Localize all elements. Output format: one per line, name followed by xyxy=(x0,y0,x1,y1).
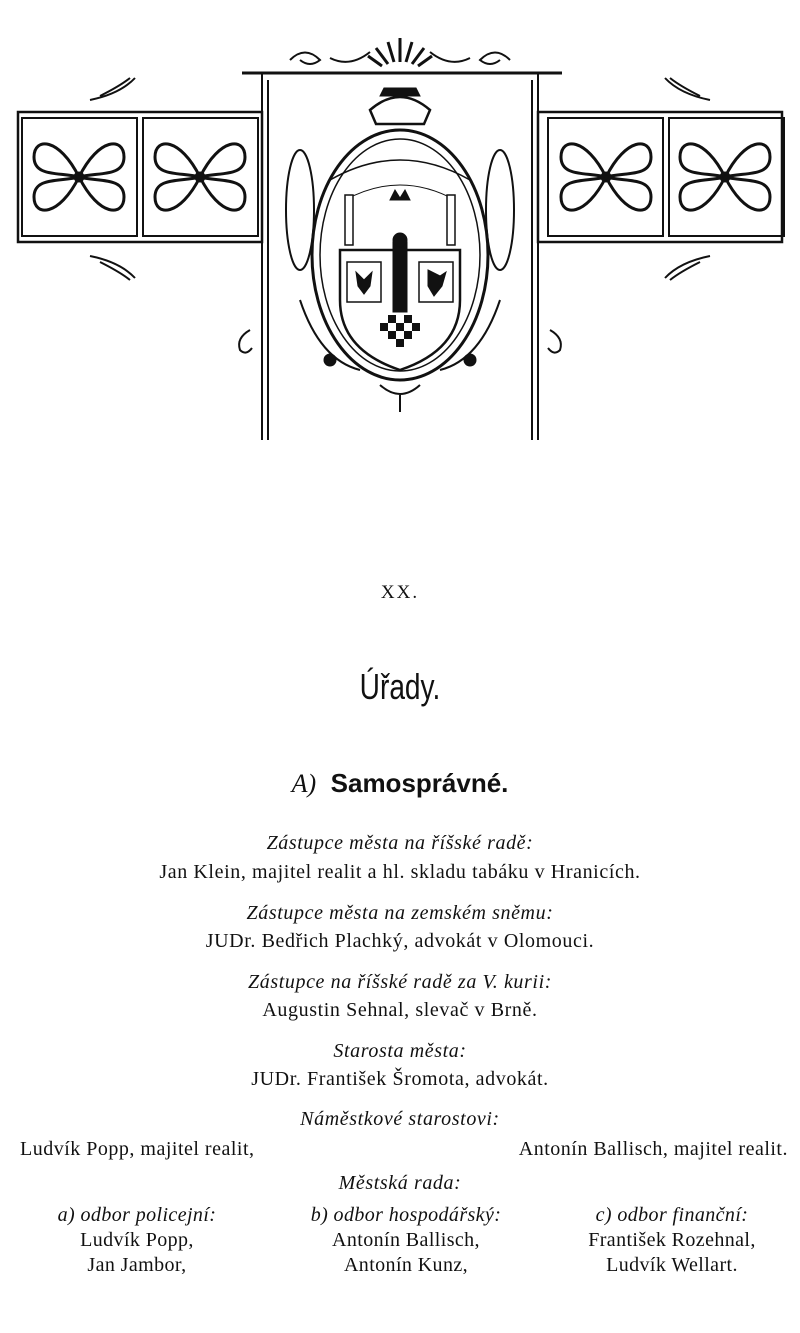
entry-text: Jan Klein, majitel realit a hl. skladu tabáku v Hranicích. xyxy=(159,861,641,883)
council-column-financni xyxy=(552,1203,792,1278)
council-member: František Rozehnal, xyxy=(588,1229,756,1251)
entry-heading: Starosta města: xyxy=(333,1040,467,1062)
entry-heading: Zástupce města na říšské radě: xyxy=(266,832,534,854)
council-column-hospodarsky xyxy=(276,1203,536,1278)
council-member: Ludvík Wellart. xyxy=(606,1254,738,1276)
section-name: Samosprávné. xyxy=(330,768,509,798)
council-column-policejni xyxy=(22,1203,252,1278)
council-member: Antonín Ballisch, xyxy=(332,1229,480,1251)
deputy-right: Antonín Ballisch, majitel realit. xyxy=(518,1138,788,1160)
chapter-title: Úřady. xyxy=(359,666,441,707)
header-ornament xyxy=(0,0,800,440)
council-member: Ludvík Popp, xyxy=(80,1229,194,1251)
deputies-heading: Náměstkové starostovi: xyxy=(300,1108,500,1130)
entry-text: JUDr. František Šromota, advokát. xyxy=(251,1068,549,1090)
entry-heading: Zástupce na říšské radě za V. kurii: xyxy=(248,971,552,993)
council-member: Antonín Kunz, xyxy=(343,1254,469,1276)
coat-of-arms-icon xyxy=(286,88,514,412)
council-member: Jan Jambor, xyxy=(87,1254,187,1276)
entry-text: Augustin Sehnal, slevač v Brně. xyxy=(262,999,538,1021)
section-letter: A) xyxy=(291,769,317,798)
deputy-left: Ludvík Popp, majitel realit, xyxy=(20,1138,255,1160)
council-column-heading: b) odbor hospodářský: xyxy=(310,1204,502,1226)
council-heading: Městská rada: xyxy=(338,1172,462,1194)
entry-heading: Zástupce města na zemském sněmu: xyxy=(246,902,554,924)
council-column-heading: c) odbor finanční: xyxy=(595,1204,749,1226)
council-column-heading: a) odbor policejní: xyxy=(57,1204,217,1226)
entry-text: JUDr. Bedřich Plachký, advokát v Olomouci. xyxy=(205,930,595,952)
section-heading xyxy=(0,768,800,799)
chapter-number: XX. xyxy=(380,582,420,603)
